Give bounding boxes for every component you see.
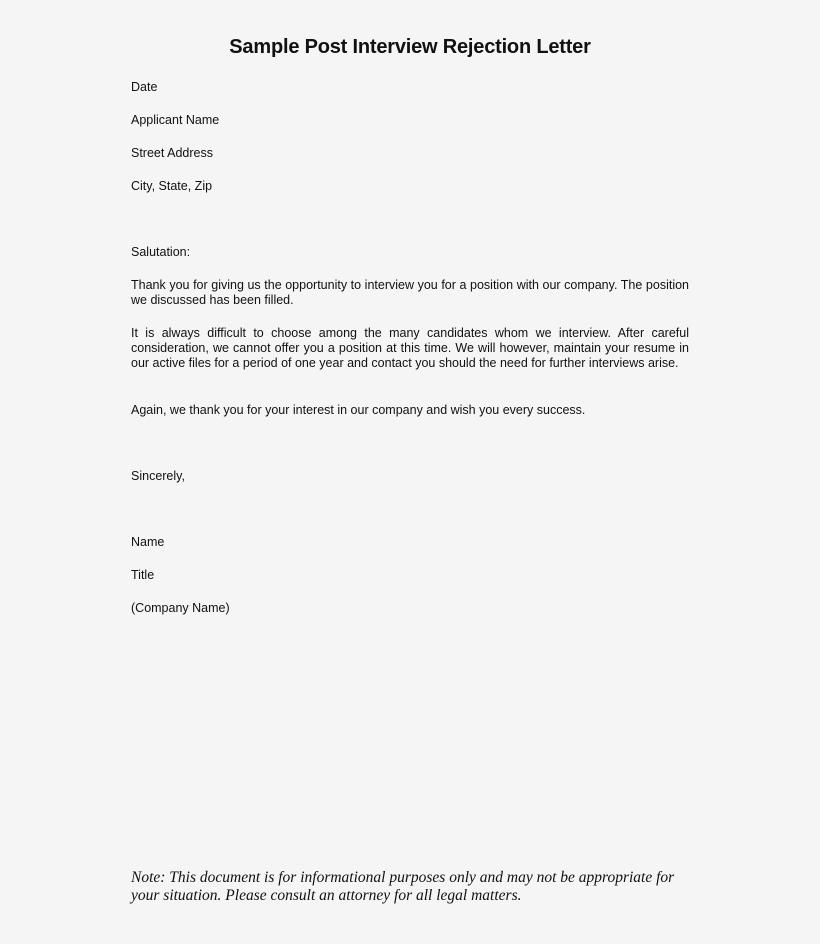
date-field: Date <box>131 80 158 94</box>
closing: Sincerely, <box>131 469 185 483</box>
city-state-zip-field: City, State, Zip <box>131 179 213 193</box>
applicant-name-field: Applicant Name <box>131 113 220 127</box>
signature-company: (Company Name) <box>131 601 230 615</box>
salutation: Salutation: <box>131 245 191 259</box>
signature-name: Name <box>131 535 165 549</box>
signature-title: Title <box>131 568 155 582</box>
paragraph-1: Thank you for giving us the opportunity to interview you for a position with our company. The position we discussed has been filled. <box>131 278 689 307</box>
paragraph-2: It is always difficult to choose among the many candidates whom we interview. After careful consideration, we cannot offer you a position at this time. We will however, maintain your resume in our active files for a period of one year and contact you should the need for further interviews arise. <box>131 326 689 370</box>
document-title: Sample Post Interview Rejection Letter <box>229 36 591 58</box>
legal-note: Note: This document is for informational purposes only and may not be appropriate for your situation. Please consult an attorney for all legal matters. <box>131 869 675 904</box>
street-address-field: Street Address <box>131 146 213 160</box>
paragraph-3: Again, we thank you for your interest in our company and wish you every success. <box>131 403 586 417</box>
